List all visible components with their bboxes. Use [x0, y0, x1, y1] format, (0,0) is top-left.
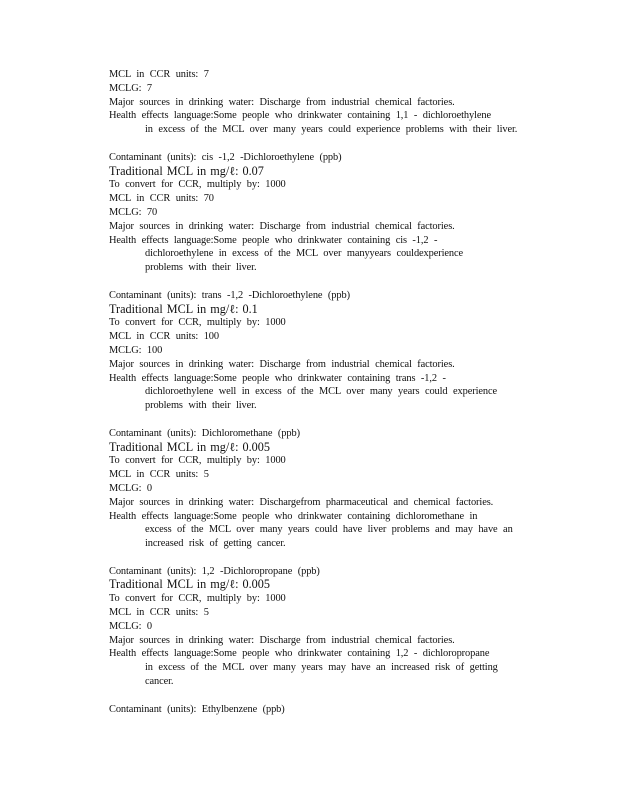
- text-line: MCL in CCR units: 70: [109, 193, 214, 205]
- text-line: Major sources in drinking water: Dischargefrom pharmaceutical and chemical factories.: [109, 496, 494, 508]
- text-line: Major sources in drinking water: Discharge from industrial chemical factories.: [109, 220, 455, 232]
- text-line: in excess of the MCL over many years may have an increased risk of getting: [145, 662, 498, 674]
- contaminant-section: [109, 703, 569, 717]
- traditional-mcl-line: Traditional MCL in mg/ℓ: 0.005: [109, 577, 270, 592]
- text-line: Contaminant (units): cis -1,2 -Dichloroethylene (ppb): [109, 151, 342, 163]
- section-gap: [109, 413, 569, 427]
- section-gap: [109, 689, 569, 703]
- text-line: Contaminant (units): trans -1,2 -Dichloroethylene (ppb): [109, 289, 350, 301]
- text-line: Major sources in drinking water: Discharge from industrial chemical factories.: [109, 634, 455, 646]
- contaminant-section: [109, 565, 569, 689]
- traditional-mcl-line: Traditional MCL in mg/ℓ: 0.07: [109, 163, 264, 178]
- text-line: cancer.: [145, 676, 174, 688]
- text-line: Major sources in drinking water: Discharge from industrial chemical factories.: [109, 358, 455, 370]
- text-line: MCL in CCR units: 5: [109, 607, 209, 619]
- text-line: To convert for CCR, multiply by: 1000: [109, 593, 286, 605]
- text-line: MCL in CCR units: 7: [109, 69, 209, 80]
- text-line: excess of the MCL over many years could have liver problems and may have an: [145, 524, 513, 536]
- text-line: To convert for CCR, multiply by: 1000: [109, 455, 286, 467]
- section-gap: [109, 275, 569, 289]
- text-line: Health effects language:Some people who drinkwater containing 1,1 - dichloroethylene: [109, 110, 491, 122]
- text-line: Health effects language:Some people who drinkwater containing cis -1,2 -: [109, 234, 438, 246]
- contaminant-section: [109, 427, 569, 551]
- text-line: MCLG: 70: [109, 206, 158, 218]
- text-line: Health effects language:Some people who drinkwater containing dichloromethane in: [109, 510, 478, 522]
- text-line: MCLG: 0: [109, 620, 153, 632]
- text-line: Contaminant (units): Ethylbenzene (ppb): [109, 703, 285, 715]
- text-line: MCL in CCR units: 100: [109, 331, 219, 343]
- text-line: Contaminant (units): Dichloromethane (ppb): [109, 427, 300, 439]
- text-line: To convert for CCR, multiply by: 1000: [109, 317, 286, 329]
- text-line: MCLG: 0: [109, 482, 153, 494]
- text-line: MCLG: 100: [109, 344, 163, 356]
- section-gap: [109, 551, 569, 565]
- text-line: Contaminant (units): 1,2 -Dichloropropane (ppb): [109, 565, 320, 577]
- contaminant-section: [109, 289, 569, 413]
- contaminant-section: [109, 68, 569, 137]
- text-line: dichloroethylene well in excess of the MCL over many years could experience: [145, 386, 498, 398]
- text-line: To convert for CCR, multiply by: 1000: [109, 179, 286, 191]
- text-line: problems with their liver.: [145, 262, 257, 274]
- traditional-mcl-line: Traditional MCL in mg/ℓ: 0.1: [109, 301, 258, 316]
- text-line: Health effects language:Some people who drinkwater containing 1,2 - dichloropropane: [109, 648, 490, 660]
- text-line: dichloroethylene in excess of the MCL over manyyears couldexperience: [145, 248, 464, 260]
- text-line: MCLG: 7: [109, 82, 153, 94]
- text-line: Health effects language:Some people who drinkwater containing trans -1,2 -: [109, 372, 446, 384]
- document-body: [109, 68, 569, 716]
- text-line: problems with their liver.: [145, 400, 257, 412]
- text-line: Major sources in drinking water: Discharge from industrial chemical factories.: [109, 96, 455, 108]
- contaminant-section: [109, 151, 569, 275]
- text-line: MCL in CCR units: 5: [109, 469, 209, 481]
- text-line: increased risk of getting cancer.: [145, 538, 286, 550]
- text-line: in excess of the MCL over many years could experience problems with their liver.: [145, 124, 518, 136]
- section-gap: [109, 137, 569, 151]
- traditional-mcl-line: Traditional MCL in mg/ℓ: 0.005: [109, 439, 270, 454]
